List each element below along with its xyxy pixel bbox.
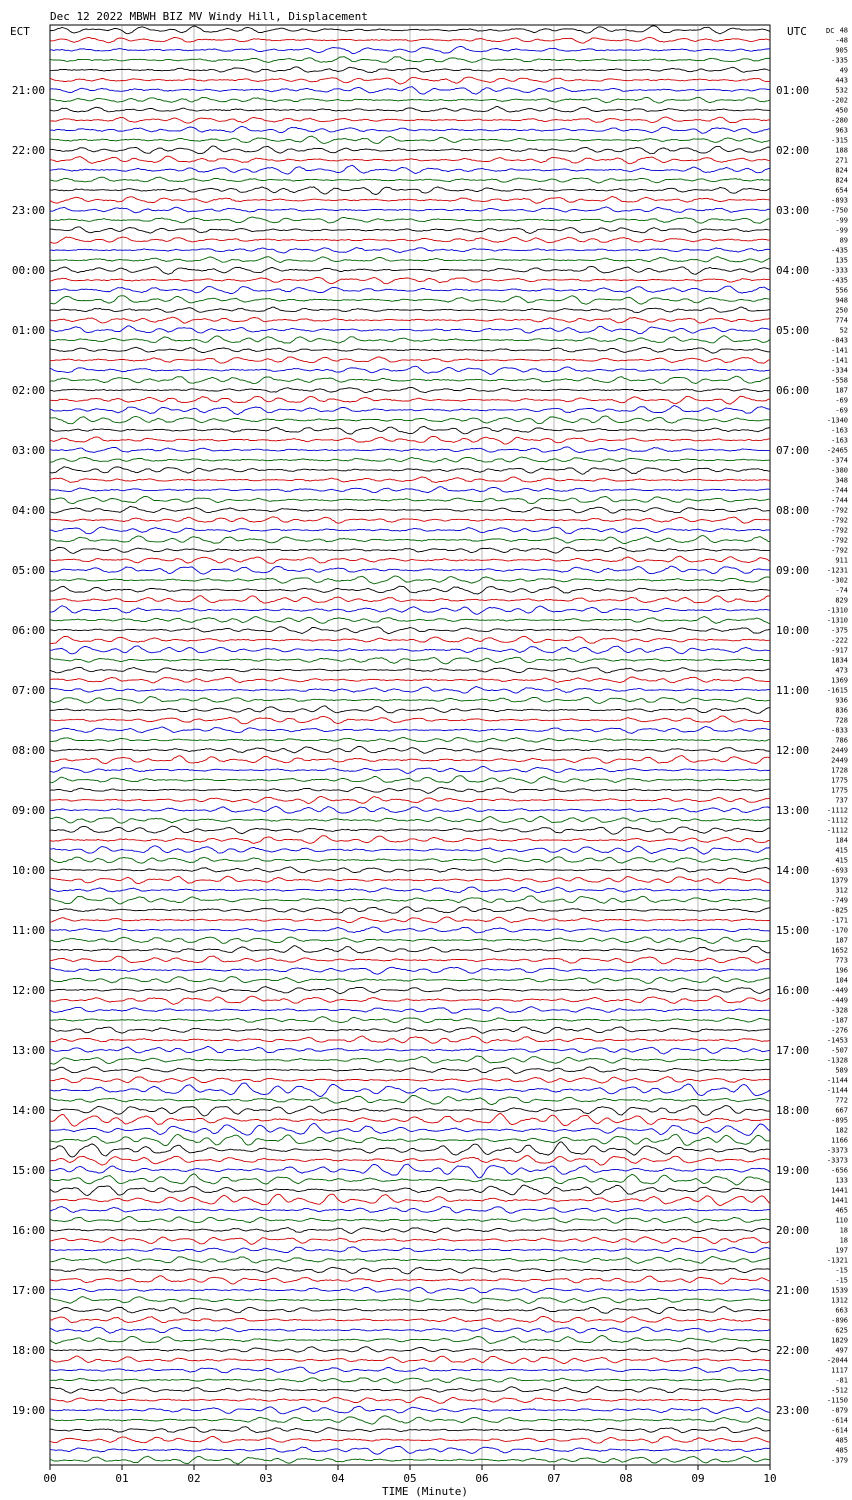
trace-offset-label: 187 — [835, 936, 848, 945]
trace-offset-label: -895 — [831, 1116, 848, 1125]
trace-offset-label: 774 — [835, 316, 848, 325]
trace-offset-label: -693 — [831, 866, 848, 875]
trace-offset-label: 963 — [835, 126, 848, 135]
trace-offset-label: 1441 — [831, 1186, 848, 1195]
left-hour-label: 00:00 — [11, 264, 45, 277]
trace-offset-label: 110 — [835, 1216, 848, 1225]
trace-offset-label: 1369 — [831, 676, 848, 685]
trace-offset-label: -3373 — [826, 1156, 848, 1165]
left-hour-label: 02:00 — [11, 384, 45, 397]
trace-offset-label: 2449 — [831, 746, 848, 755]
trace-offset-label: -1144 — [826, 1076, 848, 1085]
right-hour-label: 22:00 — [776, 1344, 810, 1357]
trace-offset-label: 48 — [839, 26, 848, 35]
trace-offset-label: -375 — [831, 626, 848, 635]
left-hour-label: 17:00 — [11, 1284, 45, 1297]
x-tick-label: 10 — [763, 1472, 777, 1485]
trace-offset-label: -435 — [831, 246, 848, 255]
trace-offset-label: 485 — [835, 1446, 848, 1455]
trace-offset-label: -1328 — [826, 1056, 848, 1065]
trace-offset-label: -896 — [831, 1316, 848, 1325]
trace-offset-label: -335 — [831, 56, 848, 65]
trace-offset-label: 49 — [839, 66, 848, 75]
x-tick-label: 08 — [619, 1472, 633, 1485]
trace-offset-label: -893 — [831, 196, 848, 205]
left-hour-label: 10:00 — [11, 864, 45, 877]
right-hour-label: 02:00 — [776, 144, 810, 157]
trace-offset-label: 625 — [835, 1326, 848, 1335]
x-tick-label: 06 — [475, 1472, 489, 1485]
trace-offset-label: 18 — [839, 1236, 848, 1245]
left-hour-label: 09:00 — [11, 804, 45, 817]
trace-offset-label: 1312 — [831, 1296, 848, 1305]
right-hour-label: 14:00 — [776, 864, 810, 877]
left-hour-label: 08:00 — [11, 744, 45, 757]
trace-offset-label: 737 — [835, 796, 848, 805]
trace-offset-label: -744 — [831, 486, 848, 495]
x-tick-label: 00 — [43, 1472, 57, 1485]
trace-offset-label: 654 — [835, 186, 848, 195]
trace-offset-label: -187 — [831, 1016, 848, 1025]
trace-offset-label: -1310 — [826, 616, 848, 625]
x-tick-label: 01 — [115, 1472, 129, 1485]
trace-offset-label: 1834 — [831, 656, 848, 665]
trace-offset-label: -15 — [835, 1266, 848, 1275]
trace-offset-label: -374 — [831, 456, 848, 465]
left-hour-label: 23:00 — [11, 204, 45, 217]
trace-offset-label: 182 — [835, 1126, 848, 1135]
trace-offset-label: -1112 — [826, 826, 848, 835]
x-tick-label: 07 — [547, 1472, 561, 1485]
trace-offset-label: 312 — [835, 886, 848, 895]
trace-offset-label: -792 — [831, 546, 848, 555]
trace-offset-label: -833 — [831, 726, 848, 735]
x-tick-label: 04 — [331, 1472, 345, 1485]
left-hour-label: 04:00 — [11, 504, 45, 517]
trace-offset-label: -202 — [831, 96, 848, 105]
left-hour-label: 14:00 — [11, 1104, 45, 1117]
x-tick-label: 05 — [403, 1472, 417, 1485]
trace-offset-label: -1150 — [826, 1396, 848, 1405]
trace-offset-label: 197 — [835, 1246, 848, 1255]
right-hour-label: 12:00 — [776, 744, 810, 757]
chart-title: Dec 12 2022 MBWH BIZ MV Windy Hill, Displacement — [50, 10, 368, 23]
trace-offset-label: -302 — [831, 576, 848, 585]
trace-offset-label: 485 — [835, 1436, 848, 1445]
left-hour-label: 13:00 — [11, 1044, 45, 1057]
trace-offset-label: 473 — [835, 666, 848, 675]
right-hour-label: 18:00 — [776, 1104, 810, 1117]
trace-offset-label: 497 — [835, 1346, 848, 1355]
trace-offset-label: -74 — [835, 586, 848, 595]
trace-offset-label: 1652 — [831, 946, 848, 955]
left-timezone-label: ECT — [10, 25, 30, 38]
right-hour-label: 09:00 — [776, 564, 810, 577]
x-tick-label: 09 — [691, 1472, 705, 1485]
trace-offset-label: -792 — [831, 536, 848, 545]
trace-offset-label: 589 — [835, 1066, 848, 1075]
trace-offset-label: -1310 — [826, 606, 848, 615]
trace-offset-label: -334 — [831, 366, 848, 375]
trace-offset-label: 450 — [835, 106, 848, 115]
right-hour-label: 15:00 — [776, 924, 810, 937]
trace-offset-label: -99 — [835, 216, 848, 225]
trace-offset-label: -141 — [831, 356, 848, 365]
trace-offset-label: -656 — [831, 1166, 848, 1175]
trace-offset-label: 829 — [835, 596, 848, 605]
trace-offset-label: -749 — [831, 896, 848, 905]
trace-offset-label: 465 — [835, 1206, 848, 1215]
trace-offset-label: -333 — [831, 266, 848, 275]
trace-offset-label: 52 — [839, 326, 848, 335]
trace-offset-label: -99 — [835, 226, 848, 235]
trace-offset-label: -1144 — [826, 1086, 848, 1095]
right-hour-label: 17:00 — [776, 1044, 810, 1057]
trace-offset-label: 89 — [839, 236, 848, 245]
trace-offset-label: 663 — [835, 1306, 848, 1315]
trace-offset-label: -825 — [831, 906, 848, 915]
trace-offset-label: 905 — [835, 46, 848, 55]
left-hour-label: 15:00 — [11, 1164, 45, 1177]
trace-offset-label: 1775 — [831, 776, 848, 785]
trace-offset-label: -2044 — [826, 1356, 848, 1365]
left-hour-label: 06:00 — [11, 624, 45, 637]
left-hour-label: 03:00 — [11, 444, 45, 457]
trace-offset-label: 772 — [835, 1096, 848, 1105]
left-hour-label: 07:00 — [11, 684, 45, 697]
trace-offset-label: -81 — [835, 1376, 848, 1385]
trace-offset-label: -380 — [831, 466, 848, 475]
trace-offset-label: -328 — [831, 1006, 848, 1015]
trace-offset-label: 948 — [835, 296, 848, 305]
trace-offset-label: -1615 — [826, 686, 848, 695]
trace-offset-label: -163 — [831, 426, 848, 435]
trace-offset-label: -558 — [831, 376, 848, 385]
trace-offset-label: 348 — [835, 476, 848, 485]
right-hour-label: 01:00 — [776, 84, 810, 97]
left-hour-label: 18:00 — [11, 1344, 45, 1357]
trace-offset-label: 936 — [835, 696, 848, 705]
trace-offset-label: -449 — [831, 996, 848, 1005]
trace-offset-label: -843 — [831, 336, 848, 345]
trace-offset-label: 187 — [835, 386, 848, 395]
trace-offset-label: 188 — [835, 146, 848, 155]
trace-offset-label: 1441 — [831, 1196, 848, 1205]
trace-offset-label: 1166 — [831, 1136, 848, 1145]
trace-offset-label: -171 — [831, 916, 848, 925]
trace-offset-label: 184 — [835, 836, 848, 845]
trace-offset-label: 2449 — [831, 756, 848, 765]
left-hour-label: 19:00 — [11, 1404, 45, 1417]
trace-offset-label: -69 — [835, 406, 848, 415]
trace-offset-label: -1453 — [826, 1036, 848, 1045]
trace-offset-label: -315 — [831, 136, 848, 145]
trace-offset-label: 532 — [835, 86, 848, 95]
x-tick-label: 02 — [187, 1472, 201, 1485]
trace-offset-label: 443 — [835, 76, 848, 85]
trace-offset-label: 1728 — [831, 766, 848, 775]
right-hour-label: 11:00 — [776, 684, 810, 697]
trace-offset-label: -379 — [831, 1456, 848, 1465]
trace-offset-label: 824 — [835, 166, 848, 175]
right-hour-label: 04:00 — [776, 264, 810, 277]
trace-offset-label: -1321 — [826, 1256, 848, 1265]
right-hour-label: 07:00 — [776, 444, 810, 457]
trace-offset-label: 786 — [835, 736, 848, 745]
trace-offset-label: 415 — [835, 846, 848, 855]
trace-offset-label: -48 — [835, 36, 848, 45]
trace-offset-label: -69 — [835, 396, 848, 405]
trace-offset-label: -792 — [831, 526, 848, 535]
trace-offset-label: -744 — [831, 496, 848, 505]
trace-offset-label: 824 — [835, 176, 848, 185]
dc-label: DC — [826, 27, 835, 35]
trace-offset-label: -276 — [831, 1026, 848, 1035]
trace-offset-label: 104 — [835, 976, 848, 985]
trace-offset-label: -1340 — [826, 416, 848, 425]
x-tick-label: 03 — [259, 1472, 273, 1485]
trace-offset-label: -1112 — [826, 806, 848, 815]
left-hour-label: 12:00 — [11, 984, 45, 997]
trace-offset-label: -792 — [831, 506, 848, 515]
left-hour-label: 21:00 — [11, 84, 45, 97]
trace-offset-label: -1231 — [826, 566, 848, 575]
right-hour-label: 19:00 — [776, 1164, 810, 1177]
trace-offset-label: 250 — [835, 306, 848, 315]
trace-offset-label: -2465 — [826, 446, 848, 455]
trace-offset-label: -614 — [831, 1426, 848, 1435]
right-hour-label: 08:00 — [776, 504, 810, 517]
trace-offset-label: -141 — [831, 346, 848, 355]
right-hour-label: 20:00 — [776, 1224, 810, 1237]
trace-offset-label: 556 — [835, 286, 848, 295]
trace-offset-label: -917 — [831, 646, 848, 655]
right-hour-label: 23:00 — [776, 1404, 810, 1417]
trace-offset-label: 133 — [835, 1176, 848, 1185]
trace-offset-label: -435 — [831, 276, 848, 285]
trace-offset-label: 135 — [835, 256, 848, 265]
trace-offset-label: -15 — [835, 1276, 848, 1285]
left-hour-label: 11:00 — [11, 924, 45, 937]
right-hour-label: 16:00 — [776, 984, 810, 997]
right-hour-label: 10:00 — [776, 624, 810, 637]
trace-offset-label: -507 — [831, 1046, 848, 1055]
right-hour-label: 05:00 — [776, 324, 810, 337]
trace-offset-label: -512 — [831, 1386, 848, 1395]
trace-offset-label: -170 — [831, 926, 848, 935]
left-hour-label: 16:00 — [11, 1224, 45, 1237]
right-timezone-label: UTC — [787, 25, 807, 38]
trace-offset-label: 415 — [835, 856, 848, 865]
left-hour-label: 05:00 — [11, 564, 45, 577]
trace-offset-label: 911 — [835, 556, 848, 565]
left-hour-label: 01:00 — [11, 324, 45, 337]
trace-offset-label: -3373 — [826, 1146, 848, 1155]
trace-offset-label: -614 — [831, 1416, 848, 1425]
trace-offset-label: 773 — [835, 956, 848, 965]
trace-offset-label: -449 — [831, 986, 848, 995]
trace-offset-label: -1112 — [826, 816, 848, 825]
trace-offset-label: 196 — [835, 966, 848, 975]
trace-offset-label: 18 — [839, 1226, 848, 1235]
trace-offset-label: 836 — [835, 706, 848, 715]
trace-offset-label: 728 — [835, 716, 848, 725]
trace-offset-label: 1829 — [831, 1336, 848, 1345]
trace-offset-label: -222 — [831, 636, 848, 645]
trace-offset-label: 271 — [835, 156, 848, 165]
right-hour-label: 06:00 — [776, 384, 810, 397]
trace-offset-label: -750 — [831, 206, 848, 215]
trace-offset-label: 1775 — [831, 786, 848, 795]
trace-offset-label: 667 — [835, 1106, 848, 1115]
trace-offset-label: 1379 — [831, 876, 848, 885]
right-hour-label: 13:00 — [776, 804, 810, 817]
trace-offset-label: -280 — [831, 116, 848, 125]
x-axis-label: TIME (Minute) — [381, 1485, 469, 1498]
trace-offset-label: -792 — [831, 516, 848, 525]
trace-offset-label: -879 — [831, 1406, 848, 1415]
trace-offset-label: 1539 — [831, 1286, 848, 1295]
left-hour-label: 22:00 — [11, 144, 45, 157]
trace-offset-label: 1117 — [831, 1366, 848, 1375]
right-hour-label: 03:00 — [776, 204, 810, 217]
trace-offset-label: -163 — [831, 436, 848, 445]
right-hour-label: 21:00 — [776, 1284, 810, 1297]
